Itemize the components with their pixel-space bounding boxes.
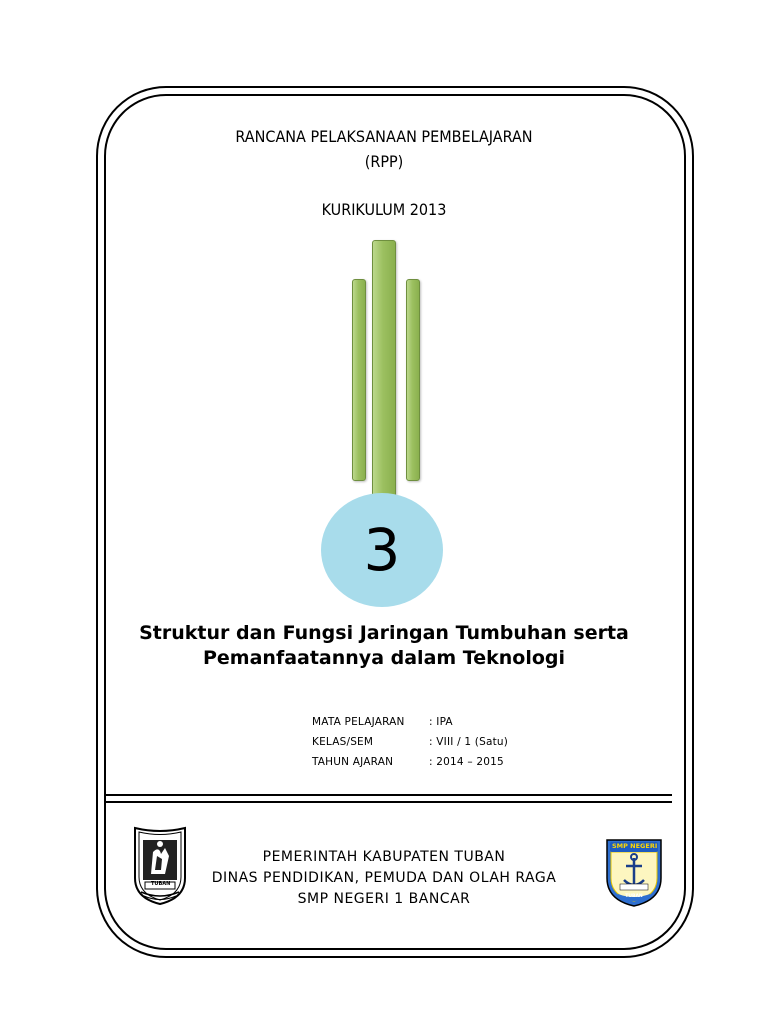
- footer-school: SMP NEGERI 1 BANCAR: [297, 891, 471, 907]
- badge-banner-text: SMP NEGERI: [612, 842, 658, 850]
- curriculum-label: KURIKULUM 2013: [321, 200, 447, 219]
- footer-department: DINAS PENDIDIKAN, PEMUDA DAN OLAH RAGA: [211, 870, 557, 886]
- info-key: MATA PELAJARAN: [312, 716, 405, 728]
- info-key: KELAS/SEM: [312, 736, 374, 748]
- decorative-bar-left: [352, 279, 366, 481]
- divider-line: [106, 794, 672, 796]
- divider-line: [106, 801, 672, 803]
- decorative-bar-right: [406, 279, 420, 481]
- info-key: TAHUN AJARAN: [312, 756, 394, 768]
- chapter-number: 3: [363, 516, 401, 584]
- chapter-title-line1: Struktur dan Fungsi Jaringan Tumbuhan serta: [139, 622, 629, 644]
- decorative-bar-center: [372, 240, 396, 497]
- info-value: : IPA: [429, 716, 453, 728]
- document-type-abbr: (RPP): [364, 152, 404, 171]
- badge-text: TUBAN: [625, 894, 643, 899]
- crest-text: TUBAN: [151, 881, 171, 887]
- footer-government: PEMERINTAH KABUPATEN TUBAN: [262, 849, 506, 865]
- info-value: : VIII / 1 (Satu): [429, 736, 509, 748]
- chapter-title-line2: Pemanfaatannya dalam Teknologi: [202, 647, 566, 669]
- document-type-title: RANCANA PELAKSANAAN PEMBELAJARAN: [235, 127, 533, 146]
- info-value: : 2014 – 2015: [429, 756, 504, 768]
